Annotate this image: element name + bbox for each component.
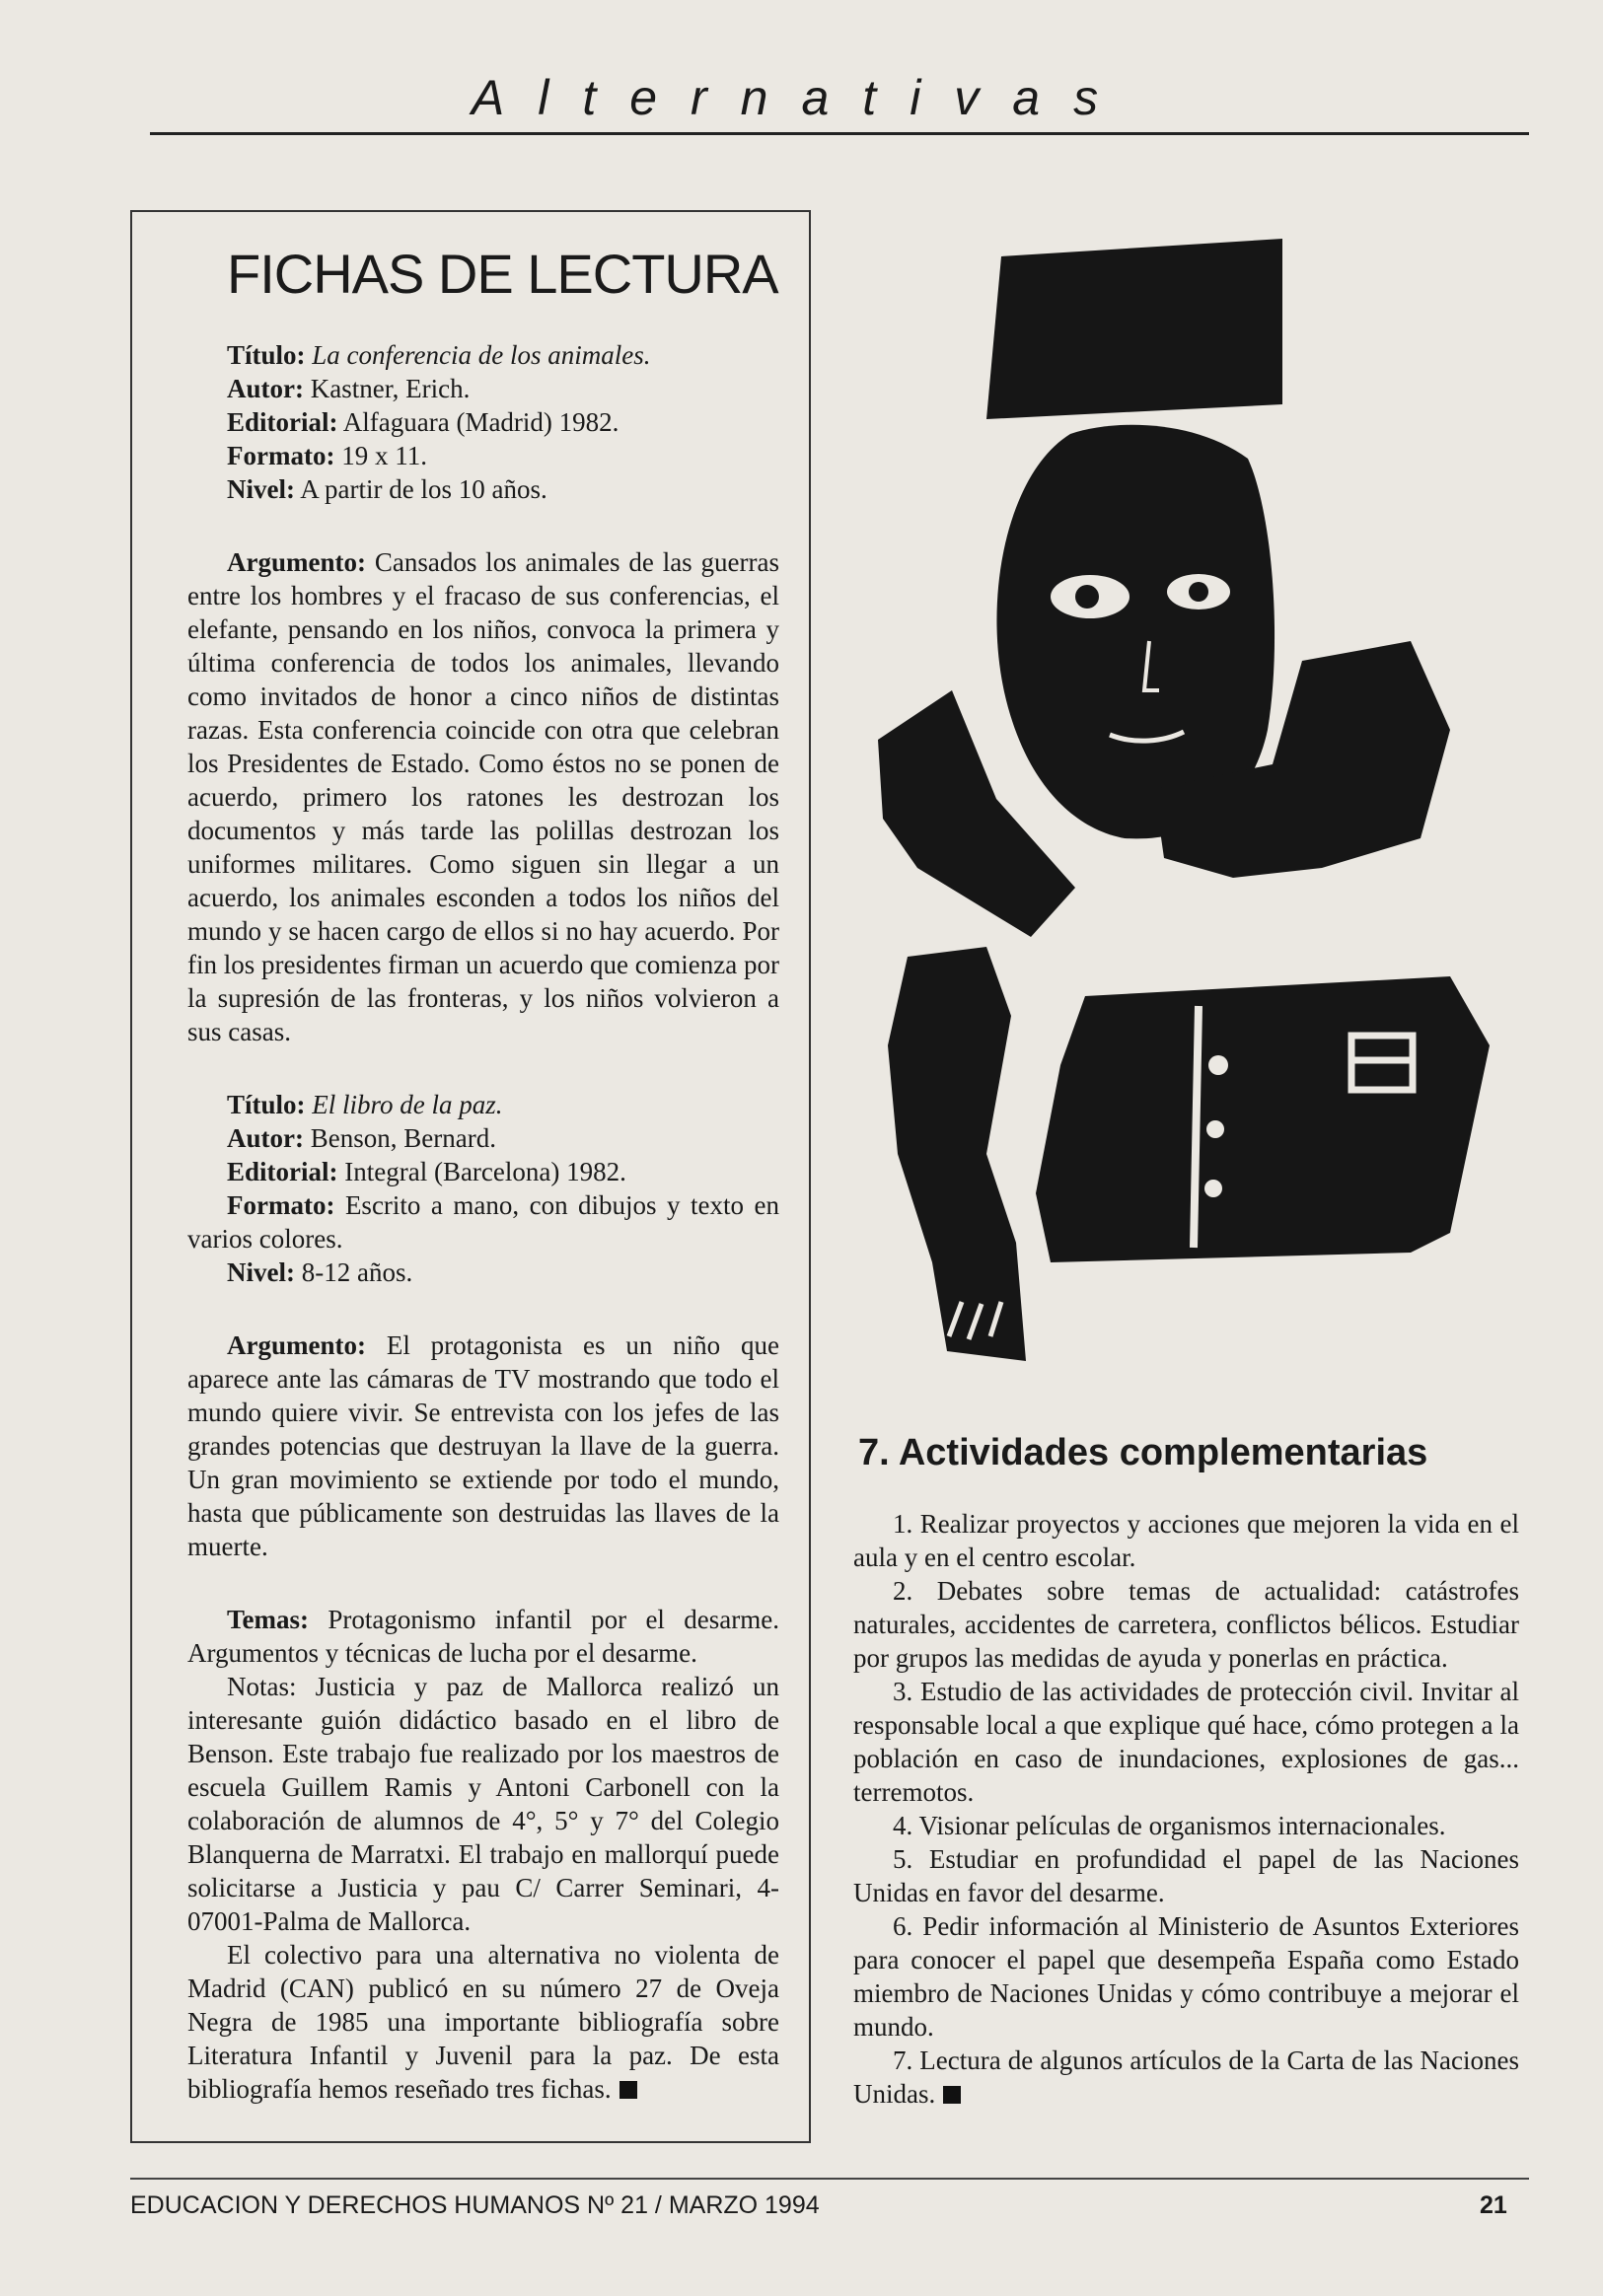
- fichas-column: Título: La conferencia de los animales. Autor: Kastner, Erich. Editorial: Alfaguara (Madrid) 1982. Formato: 19 x 11. Nivel: A partir de los 10 años. Argumento: Cansados los animales de las guerras entre los hombres y el fracaso de sus conferencias, el elefante, pensando en los niños, convoca la primera y última conferencia de todos los animales, llevando como invitados de honor a cinco niños de distintas razas. Esta conferencia coincide con otra que celebran los Presidentes de Estado. Como éstos no se ponen de acuerdo, primero los ratones les destrozan los documentos y más tarde las polillas destrozan los uniformes militares. Como siguen sin llegar a un acuerdo, los animales esconden a todos los niños del mundo y se hacen cargo de ellos si no hay acuerdo. Por fin los presidentes firman un acuerdo que comienza por la supresión de las fronteras, y los niños volvieron a sus casas. Título: El libro de la paz. Autor: Benson, Bernard. Editorial: Integral (Barcelona) 1982. Formato: Escrito a mano, con dibujos y texto en varios colores. Nivel: 8-12 años. Argumento: El protagonista es un niño que aparece ante las cámaras de TV mostrando que todo el mundo quiere vivir. Se entrevista con los jefes de las grandes potencias que destruyan la llave de la guerra. Un gran movimiento se extiende por todo el mundo, hasta que públicamente son destruidas las llaves de la muerte. Temas: Protagonismo infantil por el desarme. Argumentos y técnicas de lucha por el desarme. Notas: Justicia y paz de Mallorca realizó un interesante guión didáctico basado en el libro de Benson. Este trabajo fue realizado por los maestros de escuela Guillem Ramis y Antoni Carbonell con la colaboración de alumnos de 4°, 5° y 7° del Colegio Blanquerna de Marratxi. El trabajo en mallorquí puede solicitarse a Justicia y pau C/ Carrer Seminari, 4-07001-Palma de Mallorca. El colectivo para una alternativa no violenta de Madrid (CAN) publicó en su número 27 de Oveja Negra de 1985 una importante bibliografía sobre Literatura Infantil y Juvenil para la paz. De esta bibliografía hemos reseñado tres fichas.: [187, 340, 780, 2104]
- book1-meta: Título: La conferencia de los animales. Autor: Kastner, Erich. Editorial: Alfaguara (Madrid) 1982. Formato: 19 x 11. Nivel: A partir de los 10 años.: [227, 340, 651, 504]
- book2-format: Formato: Escrito a mano, con dibujos y texto en varios colores.: [187, 1190, 779, 1254]
- list-item: 5. Estudiar en profundidad el papel de las Naciones Unidas en favor del desarme.: [853, 1844, 1519, 1907]
- book2-level: 8-12 años.: [301, 1257, 413, 1287]
- book1-author: Kastner, Erich.: [310, 374, 471, 403]
- book1-argumento: Argumento: Cansados los animales de las guerras entre los hombres y el fracaso de sus conferencias, el elefante, pensando en los niños, convoca la primera y última conferencia de todos los animales, llevando como invitados de honor a cinco niños de distintas razas. Esta conferencia coincide con otra que celebran los Presidentes de Estado. Como éstos no se ponen de acuerdo, primero los ratones les destrozan los documentos y más tarde las polillas destrozan los uniformes militares. Como siguen sin llegar a un acuerdo, los animales esconden a todos los niños del mundo y se hacen cargo de ellos si no hay acuerdo. Por fin los presidentes firman un acuerdo que comienza por la supresión de las fronteras, y los niños volvieron a sus casas.: [187, 547, 779, 1046]
- book1-title: La conferencia de los animales.: [312, 340, 651, 370]
- colectivo-paragraph: El colectivo para una alternativa no violenta de Madrid (CAN) publicó en su número 27 de Oveja Negra de 1985 una importante bibliografía sobre Literatura Infantil y Juvenil para la paz. De esta bibliografía hemos reseñado tres fichas.: [187, 1940, 779, 2104]
- book1-format: 19 x 11.: [341, 441, 427, 470]
- left-arm-shape: [888, 947, 1026, 1361]
- list-item: 2. Debates sobre temas de actualidad: catástrofes naturales, accidentes de carretera, conflictos bélicos. Estudiar por grupos las medidas de ayuda y ponerlas en práctica.: [853, 1576, 1519, 1673]
- header-rule: [150, 132, 1529, 135]
- list-item: 4. Visionar películas de organismos internacionales.: [893, 1811, 1446, 1840]
- actividades-title: 7. Actividades complementarias: [858, 1432, 1428, 1473]
- page-number: 21: [1480, 2191, 1507, 2219]
- end-mark-icon: [943, 2086, 961, 2104]
- book2-author: Benson, Bernard.: [310, 1123, 496, 1153]
- book2-argumento: Argumento: El protagonista es un niño que aparece ante las cámaras de TV mostrando que todo el mundo quiere vivir. Se entrevista con los jefes de las grandes potencias que destruyan la llave de la guerra. Un gran movimiento se extiende por todo el mundo, hasta que públicamente son destruidas las llaves de la muerte.: [187, 1330, 779, 1561]
- book2-notas: Notas: Justicia y paz de Mallorca realizó un interesante guión didáctico basado en el libro de Benson. Este trabajo fue realizado por los maestros de escuela Guillem Ramis y Antoni Carbonell con la colaboración de alumnos de 4°, 5° y 7° del Colegio Blanquerna de Marratxi. El trabajo en mallorquí puede solicitarse a Justicia y pau C/ Carrer Seminari, 4-07001-Palma de Mallorca.: [187, 1672, 779, 1936]
- list-item: 7. Lectura de algunos artículos de la Carta de las Naciones Unidas.: [853, 2045, 1519, 2109]
- footer-rule: [130, 2178, 1529, 2180]
- end-mark-icon: [619, 2081, 637, 2099]
- fichas-title: FICHAS DE LECTURA: [227, 243, 778, 305]
- book2-meta: Título: El libro de la paz. Autor: Benson, Bernard. Editorial: Integral (Barcelona) 1982.: [227, 1090, 626, 1186]
- portrait-illustration: [858, 227, 1490, 1391]
- list-item: 3. Estudio de las actividades de protección civil. Invitar al responsable local a que explique qué hace, cómo protegen a la población en caso de inundaciones, explosiones de gas... terremotos.: [853, 1677, 1519, 1807]
- list-item: 6. Pedir información al Ministerio de Asuntos Exteriores para conocer el papel que desempeña España como Estado miembro de Naciones Unidas y cómo contribuye a mejorar el mundo.: [853, 1911, 1519, 2042]
- section-header: Alternativas: [471, 70, 1132, 125]
- jacket-shape: [1036, 976, 1490, 1262]
- list-item: 1. Realizar proyectos y acciones que mejoren la vida en el aula y en el centro escolar.: [853, 1509, 1519, 1572]
- book2-title: El libro de la paz.: [312, 1090, 503, 1119]
- publication-footer: EDUCACION Y DERECHOS HUMANOS Nº 21 / MARZO 1994: [130, 2191, 820, 2219]
- book1-publisher: Alfaguara (Madrid) 1982.: [342, 407, 619, 437]
- hat-shape: [986, 239, 1282, 419]
- book2-publisher: Integral (Barcelona) 1982.: [344, 1157, 626, 1186]
- actividades-list: [853, 1507, 1519, 2111]
- book2-temas: Temas: Protagonismo infantil por el desarme. Argumentos y técnicas de lucha por el desarme.: [187, 1605, 780, 1668]
- book1-level: A partir de los 10 años.: [300, 474, 547, 504]
